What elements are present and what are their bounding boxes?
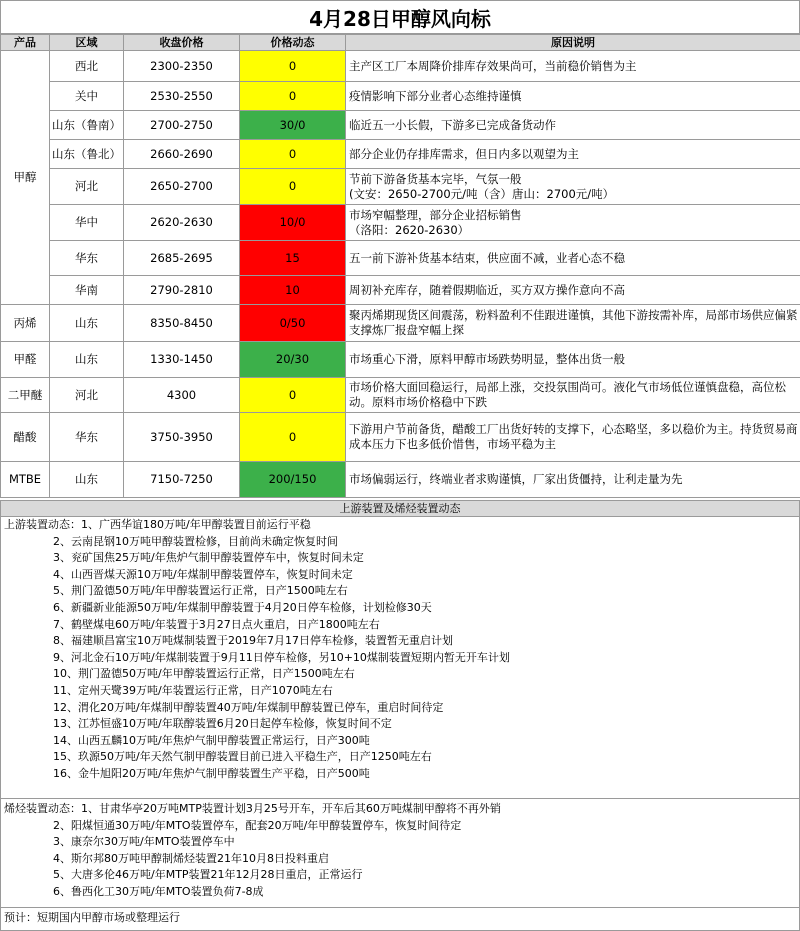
- area-cell: 山东: [50, 462, 124, 498]
- list-item: 8、福建顺昌富宝10万吨煤制装置于2019年7月17日停车检修，装置暂无重启计划: [53, 634, 453, 648]
- reason-line: 主产区工厂本周降价排库存效果尚可，当前稳价销售为主: [349, 58, 637, 73]
- table-row: [1, 169, 800, 205]
- reason-cell: [346, 51, 800, 82]
- reason-cell: [346, 169, 800, 205]
- header-price: 收盘价格: [124, 35, 240, 51]
- list-item: 9、河北金石10万吨/年煤制装置于9月11日停车检修，另10+10煤制装置短期内暂无开车计划: [53, 650, 510, 664]
- list-item: 5、大唐多伦46万吨/年MTP装置21年12月28日重启，正常运行: [53, 868, 363, 882]
- page-title: 4月28日甲醇风向标: [0, 0, 800, 34]
- list-item: 16、金牛旭阳20万吨/年焦炉气制甲醇装置生产平稳，日产500吨: [53, 766, 370, 780]
- reason-line: 节前下游备货基本完毕，气氛一般: [349, 171, 522, 186]
- reason-cell: 聚丙烯期现货区间震荡，粉料盈利不佳跟进谨慎，其他下游按需补库，局部市场供应偏紧支撑炼厂报盘窄幅上探: [346, 305, 800, 342]
- reason-line: 周初补充库存，随着假期临近，买方双方操作意向不高: [349, 282, 625, 297]
- table-row: [1, 342, 800, 378]
- reason-cell: [346, 241, 800, 276]
- product-cell: 甲醇: [1, 51, 50, 305]
- reason-line: 疫情影响下部分业者心态维持谨慎: [349, 88, 522, 103]
- table-row: [1, 241, 800, 276]
- area-cell: 西北: [50, 51, 124, 82]
- table-row: [1, 413, 800, 462]
- table-row: [1, 276, 800, 305]
- forecast-panel: [0, 908, 800, 931]
- price-cell: 3750-3950: [124, 413, 240, 462]
- reason-cell: 市场价格大面回稳运行，局部上涨，交投氛围尚可。液化气市场低位谨慎盘稳，高位松动。原料市场价格稳中下跌: [346, 378, 800, 413]
- olefin-first-line: [1, 801, 799, 818]
- change-cell: 30/0: [240, 111, 346, 140]
- list-item: 6、新疆新业能源50万吨/年煤制甲醇装置于4月20日停车检修，计划检修30天: [53, 600, 432, 614]
- area-cell: 华东: [50, 413, 124, 462]
- olefin-lead: 烯烃装置动态：: [4, 802, 81, 815]
- product-cell: 二甲醚: [1, 378, 50, 413]
- table-row: [1, 82, 800, 111]
- reason-line: （洛阳：2620-2630）: [349, 222, 470, 237]
- price-cell: 7150-7250: [124, 462, 240, 498]
- list-item: 1、广西华谊180万吨/年甲醇装置目前运行平稳: [81, 518, 311, 531]
- list-item: 13、江苏恒盛10万吨/年联醇装置6月20日起停车检修，恢复时间不定: [53, 717, 392, 731]
- change-cell: 10: [240, 276, 346, 305]
- area-cell: 华中: [50, 205, 124, 241]
- reason-cell: 下游用户节前备货，醋酸工厂出货好转的支撑下，心态略坚，多以稳价为主。持货贸易商成本压力下也多低价惜售，市场平稳为主: [346, 413, 800, 462]
- change-cell: 0: [240, 413, 346, 462]
- list-item: 11、定州天鹭39万吨/年装置运行正常，日产1070吨左右: [53, 683, 333, 697]
- section-title: 上游装置及烯烃装置动态: [0, 500, 800, 517]
- area-cell: 山东（鲁南）: [50, 111, 124, 140]
- product-cell: 醋酸: [1, 413, 50, 462]
- product-cell: MTBE: [1, 462, 50, 498]
- list-item: 6、鲁西化工30万吨/年MTO装置负荷7-8成: [53, 884, 264, 898]
- list-item: 4、斯尔邦80万吨甲醇制烯烃装置21年10月8日投料重启: [53, 851, 329, 865]
- price-cell: 2650-2700: [124, 169, 240, 205]
- price-cell: 2790-2810: [124, 276, 240, 305]
- area-cell: 关中: [50, 82, 124, 111]
- header-change: 价格动态: [240, 35, 346, 51]
- table-row: [1, 111, 800, 140]
- list-item: 15、玖源50万吨/年天然气制甲醇装置目前已进入平稳生产，日产1250吨左右: [53, 750, 432, 764]
- reason-cell: [346, 276, 800, 305]
- table-row: [1, 140, 800, 169]
- area-cell: 河北: [50, 169, 124, 205]
- header-product: 产品: [1, 35, 50, 51]
- upstream-panel: [0, 517, 800, 799]
- reason-cell: [346, 82, 800, 111]
- area-cell: 山东: [50, 305, 124, 342]
- list-item: 2、云南昆钢10万吨甲醇装置检修，目前尚未确定恢复时间: [53, 534, 338, 548]
- upstream-first-line: [1, 517, 799, 534]
- area-cell: 华东: [50, 241, 124, 276]
- price-cell: 1330-1450: [124, 342, 240, 378]
- change-cell: 0: [240, 82, 346, 111]
- forecast-text: 预计：短期国内甲醇市场或整理运行: [4, 911, 180, 924]
- list-item: 4、山西晋煤天源10万吨/年煤制甲醇装置停车，恢复时间未定: [53, 567, 353, 581]
- price-cell: 8350-8450: [124, 305, 240, 342]
- list-item: 1、甘肃华亭20万吨MTP装置计划3月25号开车，开车后其60万吨煤制甲醇将不再外销: [81, 802, 501, 815]
- table-row: [1, 378, 800, 413]
- reason-line: 部分企业仍存排库需求，但日内多以观望为主: [349, 146, 579, 161]
- price-cell: 2700-2750: [124, 111, 240, 140]
- list-item: 12、渭化20万吨/年煤制甲醇装置40万吨/年煤制甲醇装置已停车，重启时间待定: [53, 700, 444, 714]
- reason-cell: [346, 205, 800, 241]
- change-cell: 15: [240, 241, 346, 276]
- area-cell: 河北: [50, 378, 124, 413]
- header-reason: 原因说明: [346, 35, 800, 51]
- reason-line: 临近五一小长假，下游多已完成备货动作: [349, 117, 556, 132]
- change-cell: 20/30: [240, 342, 346, 378]
- change-cell: 0/50: [240, 305, 346, 342]
- price-table: [0, 34, 800, 498]
- product-cell: 甲醛: [1, 342, 50, 378]
- price-cell: 2530-2550: [124, 82, 240, 111]
- change-cell: 10/0: [240, 205, 346, 241]
- change-cell: 0: [240, 140, 346, 169]
- change-cell: 200/150: [240, 462, 346, 498]
- change-cell: 0: [240, 51, 346, 82]
- table-row: [1, 205, 800, 241]
- area-cell: 山东: [50, 342, 124, 378]
- list-item: 7、鹤壁煤电60万吨/年装置于3月27日点火重启，日产1800吨左右: [53, 617, 380, 631]
- table-row: [1, 462, 800, 498]
- price-cell: 2620-2630: [124, 205, 240, 241]
- area-cell: 山东（鲁北）: [50, 140, 124, 169]
- reason-cell: 市场重心下滑，原料甲醇市场跌势明显，整体出货一般: [346, 342, 800, 378]
- change-cell: 0: [240, 378, 346, 413]
- list-item: 5、荆门盈德50万吨/年甲醇装置运行正常，日产1500吨左右: [53, 584, 348, 598]
- header-area: 区域: [50, 35, 124, 51]
- list-item: 3、康奈尔30万吨/年MTO装置停车中: [53, 835, 235, 849]
- reason-cell: 市场偏弱运行，终端业者求购谨慎，厂家出货僵持，让利走量为先: [346, 462, 800, 498]
- price-cell: 2685-2695: [124, 241, 240, 276]
- list-item: 10、荆门盈德50万吨/年甲醇装置运行正常，日产1500吨左右: [53, 667, 355, 681]
- price-cell: 4300: [124, 378, 240, 413]
- reason-line: 五一前下游补货基本结束，供应面不减，业者心态不稳: [349, 250, 625, 265]
- price-cell: 2660-2690: [124, 140, 240, 169]
- table-row: [1, 51, 800, 82]
- reason-cell: [346, 111, 800, 140]
- reason-cell: [346, 140, 800, 169]
- olefin-panel: [0, 799, 800, 908]
- list-item: 2、阳煤恒通30万吨/年MTO装置停车，配套20万吨/年甲醇装置停车，恢复时间待定: [53, 818, 462, 832]
- change-cell: 0: [240, 169, 346, 205]
- price-cell: 2300-2350: [124, 51, 240, 82]
- reason-line: (文安：2650-2700元/吨（含）唐山：2700元/吨）: [349, 186, 615, 201]
- list-item: 3、兖矿国焦25万吨/年焦炉气制甲醇装置停车中，恢复时间未定: [53, 551, 364, 565]
- reason-line: 市场窄幅整理，部分企业招标销售: [349, 207, 522, 222]
- list-item: 14、山西五麟10万吨/年焦炉气制甲醇装置正常运行，日产300吨: [53, 733, 370, 747]
- upstream-lead: 上游装置动态：: [4, 518, 81, 531]
- table-header-row: [1, 35, 800, 51]
- table-row: [1, 305, 800, 342]
- product-cell: 丙烯: [1, 305, 50, 342]
- area-cell: 华南: [50, 276, 124, 305]
